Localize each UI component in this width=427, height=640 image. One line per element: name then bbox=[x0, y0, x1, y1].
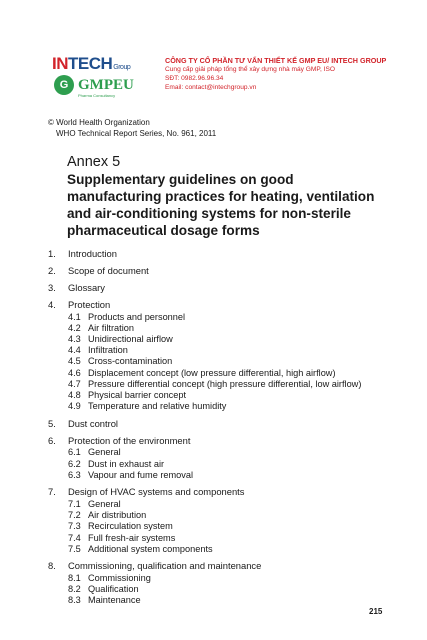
toc-subitem-number: 7.4 bbox=[68, 532, 81, 543]
toc-subitem-label: Pressure differential concept (high pressure differential, low airflow) bbox=[88, 378, 362, 389]
series-line: WHO Technical Report Series, No. 961, 2011 bbox=[56, 128, 217, 138]
toc-item-number: 5. bbox=[48, 417, 56, 429]
toc-item-label: Introduction bbox=[68, 248, 117, 259]
toc-subitem-label: General bbox=[88, 447, 121, 458]
toc-subitem bbox=[68, 573, 388, 584]
toc-subitem-number: 6.3 bbox=[68, 469, 81, 480]
toc-subitem bbox=[68, 533, 388, 544]
toc-subitem-label: Cross-contamination bbox=[88, 356, 173, 367]
toc-item-number: 8. bbox=[48, 560, 56, 572]
toc-sublist bbox=[68, 312, 388, 413]
toc-subitem-label: Unidirectional airflow bbox=[88, 333, 173, 344]
toc-subitem bbox=[68, 499, 388, 510]
gmpeu-tagline: Pharma Consultancy bbox=[78, 93, 116, 98]
publication-meta bbox=[48, 118, 216, 139]
company-email: Email: contact@intechgroup.vn bbox=[165, 84, 257, 91]
table-of-contents bbox=[48, 248, 388, 612]
toc-item bbox=[48, 282, 388, 294]
toc-subitem bbox=[68, 379, 388, 390]
toc-item bbox=[48, 486, 388, 555]
toc-subitem bbox=[68, 521, 388, 532]
toc-subitem-label: Dust in exhaust air bbox=[88, 458, 165, 469]
intech-logo-tech: TECH bbox=[68, 54, 113, 73]
toc-item-label: Dust control bbox=[68, 417, 119, 429]
toc-subitem-label: Vapour and fume removal bbox=[88, 469, 194, 480]
toc-subitem-label: Full fresh-air systems bbox=[88, 532, 176, 543]
copyright-line: © World Health Organization bbox=[48, 118, 150, 127]
toc-item bbox=[48, 560, 388, 606]
toc-subitem-number: 4.6 bbox=[68, 367, 81, 378]
toc-item-label: Glossary bbox=[68, 282, 105, 293]
toc-subitem bbox=[68, 470, 388, 481]
toc-subitem bbox=[68, 345, 388, 356]
company-name: CÔNG TY CỔ PHẦN TƯ VẤN THIẾT KẾ GMP EU/ INTECH GROUP bbox=[165, 56, 387, 65]
toc-subitem-number: 4.8 bbox=[68, 389, 81, 400]
toc-item bbox=[48, 299, 388, 412]
gmpeu-name: GMPEU bbox=[78, 77, 134, 93]
toc-sublist bbox=[68, 573, 388, 607]
toc-subitem-number: 7.2 bbox=[68, 510, 81, 521]
gmpeu-emblem-icon: G bbox=[54, 75, 74, 95]
toc-subitem bbox=[68, 510, 388, 521]
toc-subitem bbox=[68, 368, 388, 379]
intech-logo bbox=[52, 54, 130, 74]
toc-subitem bbox=[68, 390, 388, 401]
toc-subitem bbox=[68, 544, 388, 555]
toc-subitem bbox=[68, 401, 388, 412]
toc-item bbox=[48, 248, 388, 260]
toc-item bbox=[48, 418, 388, 430]
toc-subitem-label: Air distribution bbox=[88, 510, 147, 521]
toc-item-label: Design of HVAC systems and components bbox=[68, 486, 245, 498]
toc-subitem bbox=[68, 334, 388, 345]
toc-subitem-number: 4.3 bbox=[68, 333, 81, 344]
toc-sublist bbox=[68, 499, 388, 555]
toc-subitem-number: 7.1 bbox=[68, 498, 81, 509]
toc-subitem-number: 4.1 bbox=[68, 311, 81, 322]
company-info bbox=[165, 56, 386, 92]
toc-item-number: 7. bbox=[48, 486, 56, 498]
annex-heading: Annex 5 bbox=[67, 154, 121, 170]
toc-subitem-number: 6.1 bbox=[68, 447, 81, 458]
toc-subitem-label: Qualification bbox=[88, 584, 139, 595]
toc-item-number: 1. bbox=[48, 248, 56, 259]
toc-subitem-number: 7.3 bbox=[68, 521, 81, 532]
toc-subitem-number: 4.5 bbox=[68, 356, 81, 367]
toc-item bbox=[48, 265, 388, 277]
toc-item-label: Scope of document bbox=[68, 265, 149, 276]
toc-item-label: Commissioning, qualification and maintenance bbox=[68, 560, 262, 572]
toc-subitem-label: Temperature and relative humidity bbox=[88, 401, 227, 412]
toc-subitem-label: Products and personnel bbox=[88, 311, 186, 322]
toc-subitem-number: 4.7 bbox=[68, 378, 81, 389]
toc-item-number: 4. bbox=[48, 299, 56, 310]
toc-subitem bbox=[68, 595, 388, 606]
toc-subitem-number: 4.9 bbox=[68, 401, 81, 412]
toc-subitem-number: 4.4 bbox=[68, 345, 81, 356]
toc-item-number: 2. bbox=[48, 265, 56, 276]
toc-subitem-label: Additional system components bbox=[88, 543, 213, 554]
toc-subitem-label: General bbox=[88, 498, 121, 509]
toc-subitem-label: Commissioning bbox=[88, 572, 151, 583]
page-header bbox=[52, 50, 392, 100]
intech-logo-group: Group bbox=[113, 64, 131, 71]
company-phone: SĐT: 0982.96.96.34 bbox=[165, 75, 224, 82]
toc-subitem-number: 7.5 bbox=[68, 543, 81, 554]
document-title: Supplementary guidelines on good manufacturing practices for heating, ventilation and air-conditioning systems for non-sterile pharmaceutical dosage forms bbox=[67, 172, 375, 238]
toc-subitem bbox=[68, 356, 388, 367]
toc-subitem bbox=[68, 312, 388, 323]
toc-subitem-label: Recirculation system bbox=[88, 521, 173, 532]
toc-subitem-label: Physical barrier concept bbox=[88, 389, 187, 400]
toc-subitem-number: 8.2 bbox=[68, 584, 81, 595]
intech-logo-in: IN bbox=[52, 54, 68, 73]
toc-subitem-number: 8.1 bbox=[68, 572, 81, 583]
toc-item-number: 6. bbox=[48, 434, 56, 446]
toc-item-number: 3. bbox=[48, 282, 56, 293]
toc-sublist bbox=[68, 447, 388, 481]
toc-subitem-label: Infiltration bbox=[88, 345, 128, 356]
toc-subitem bbox=[68, 459, 388, 470]
toc-subitem bbox=[68, 447, 388, 458]
company-desc: Cung cấp giải pháp tổng thể xây dựng nhà máy GMP, ISO bbox=[165, 66, 335, 73]
toc-subitem-label: Maintenance bbox=[88, 595, 141, 606]
toc-subitem-number: 6.2 bbox=[68, 458, 81, 469]
toc-item-label: Protection of the environment bbox=[68, 434, 191, 446]
page-number: 215 bbox=[369, 607, 383, 616]
toc-item bbox=[48, 435, 388, 481]
toc-subitem bbox=[68, 584, 388, 595]
toc-subitem-label: Air filtration bbox=[88, 322, 134, 333]
toc-item-label: Protection bbox=[68, 299, 111, 310]
toc-subitem-number: 4.2 bbox=[68, 322, 81, 333]
toc-subitem bbox=[68, 323, 388, 334]
toc-subitem-label: Displacement concept (low pressure differential, high airflow) bbox=[88, 367, 336, 378]
toc-subitem-number: 8.3 bbox=[68, 595, 81, 606]
